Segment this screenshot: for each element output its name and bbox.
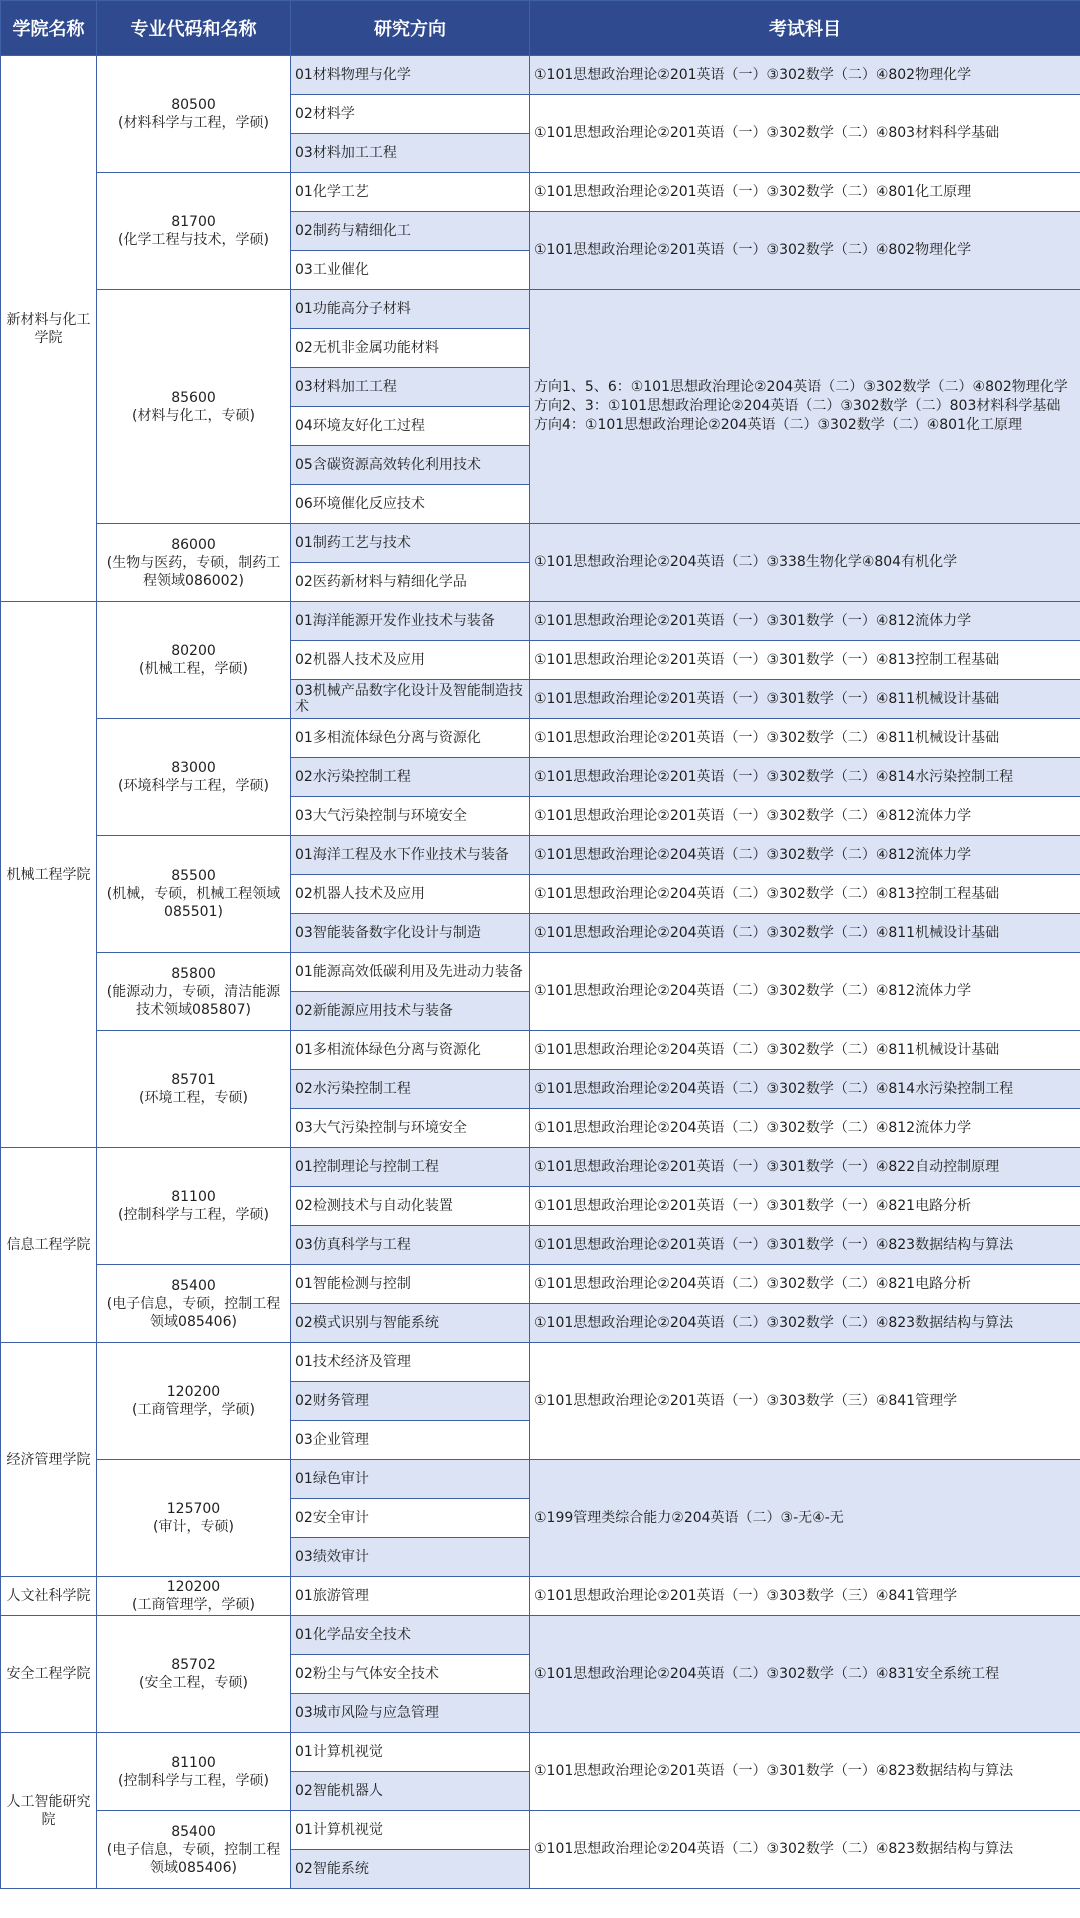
exam-text: ①101思想政治理论②204英语（二）③302数学（二）④823数据结构与算法 (534, 1314, 1014, 1331)
direction-cell: 06环境催化反应技术 (291, 485, 530, 524)
exam-cell (530, 1070, 1080, 1109)
direction-cell: 01技术经济及管理 (291, 1343, 530, 1382)
table-row (1, 1460, 1080, 1499)
exam-text: ①199管理类综合能力②204英语（二）③-无④-无 (534, 1509, 844, 1526)
direction-cell: 01海洋能源开发作业技术与装备 (291, 602, 530, 641)
table-row (1, 1577, 1080, 1616)
table-row (1, 290, 1080, 329)
exam-cell (530, 1577, 1080, 1616)
direction-cell: 01旅游管理 (291, 1577, 530, 1616)
direction-cell: 02财务管理 (291, 1382, 530, 1421)
direction-cell: 02安全审计 (291, 1499, 530, 1538)
direction-cell: 03智能装备数字化设计与制造 (291, 914, 530, 953)
school-name-cell: 人文社科学院 (1, 1577, 97, 1616)
direction-cell: 02粉尘与气体安全技术 (291, 1655, 530, 1694)
direction-cell: 02智能机器人 (291, 1772, 530, 1811)
major-desc: (控制科学与工程，学硕) (118, 1207, 269, 1223)
major-code: 120200 (166, 1579, 221, 1595)
direction-cell: 03材料加工工程 (291, 368, 530, 407)
major-desc: (机械，专硕，机械工程领域085501) (106, 886, 281, 920)
direction-cell: 01控制理论与控制工程 (291, 1148, 530, 1187)
exam-text: ①101思想政治理论②201英语（一）③301数学（一）④823数据结构与算法 (534, 1763, 1014, 1779)
exam-cell (530, 1187, 1080, 1226)
major-cell (97, 602, 291, 719)
direction-cell: 05含碳资源高效转化利用技术 (291, 446, 530, 485)
exam-cell (530, 173, 1080, 212)
header-direction: 研究方向 (291, 1, 530, 56)
major-desc: (安全工程，专硕) (139, 1675, 248, 1691)
exam-cell (530, 1811, 1080, 1889)
direction-cell: 02材料学 (291, 95, 530, 134)
table-row (1, 1811, 1080, 1850)
direction-cell: 01材料物理与化学 (291, 56, 530, 95)
direction-cell: 01制药工艺与技术 (291, 524, 530, 563)
school-name-cell: 人工智能研究院 (1, 1733, 97, 1889)
major-desc: (工商管理学，学硕) (132, 1597, 255, 1613)
exam-cell (530, 95, 1080, 173)
table-body (1, 56, 1080, 1889)
direction-cell: 01多相流体绿色分离与资源化 (291, 1031, 530, 1070)
major-desc: (能源动力，专硕，清洁能源技术领域085807) (106, 983, 281, 1018)
exam-text: 方向2、3：①101思想政治理论②204英语（二）③302数学（二）803材料科学基础 (534, 398, 1061, 414)
exam-cell (530, 1343, 1080, 1460)
major-cell (97, 1733, 291, 1811)
exam-text: ①101思想政治理论②201英语（一）③302数学（二）④812流体力学 (534, 807, 972, 824)
exam-text: ①101思想政治理论②204英语（二）③302数学（二）④831安全系统工程 (534, 1665, 1000, 1682)
direction-cell: 02无机非金属功能材料 (291, 329, 530, 368)
major-desc: (电子信息，专硕，控制工程领域085406) (106, 1295, 281, 1330)
direction-cell: 01功能高分子材料 (291, 290, 530, 329)
exam-text: ①101思想政治理论②204英语（二）③302数学（二）④814水污染控制工程 (534, 1080, 1014, 1097)
direction-cell: 01计算机视觉 (291, 1733, 530, 1772)
exam-cell (530, 56, 1080, 95)
major-cell (97, 173, 291, 290)
direction-cell: 03大气污染控制与环境安全 (291, 1109, 530, 1148)
exam-cell (530, 641, 1080, 680)
major-cell (97, 1265, 291, 1343)
exam-text: ①101思想政治理论②204英语（二）③302数学（二）④812流体力学 (534, 983, 972, 999)
table-row (1, 1148, 1080, 1187)
major-desc: (环境科学与工程，学硕) (118, 778, 269, 794)
major-code: 85600 (171, 389, 216, 406)
direction-cell: 01计算机视觉 (291, 1811, 530, 1850)
direction-cell: 04环境友好化工过程 (291, 407, 530, 446)
direction-cell: 02智能系统 (291, 1850, 530, 1889)
direction-cell: 01多相流体绿色分离与资源化 (291, 719, 530, 758)
exam-cell (530, 1109, 1080, 1148)
exam-text: ①101思想政治理论②201英语（一）③301数学（一）④813控制工程基础 (534, 651, 1000, 668)
direction-cell: 01化学品安全技术 (291, 1616, 530, 1655)
exam-text: ①101思想政治理论②204英语（二）③302数学（二）④811机械设计基础 (534, 924, 1000, 941)
exam-cell (530, 719, 1080, 758)
major-code: 81100 (171, 1754, 216, 1771)
exam-text: ①101思想政治理论②201英语（一）③301数学（一）④823数据结构与算法 (534, 1236, 1014, 1253)
exam-cell (530, 1148, 1080, 1187)
exam-text: 方向1、5、6：①101思想政治理论②204英语（二）③302数学（二）④802物理化学 (534, 379, 1068, 395)
major-cell (97, 1031, 291, 1148)
exam-text: ①101思想政治理论②204英语（二）③302数学（二）④811机械设计基础 (534, 1041, 1000, 1058)
major-code: 81100 (171, 1189, 216, 1205)
major-desc: (环境工程，专硕) (139, 1090, 248, 1106)
direction-cell: 02水污染控制工程 (291, 758, 530, 797)
exam-text: ①101思想政治理论②201英语（一）③302数学（二）④814水污染控制工程 (534, 768, 1014, 785)
school-name-cell: 信息工程学院 (1, 1148, 97, 1343)
major-desc: (工商管理学，学硕) (132, 1402, 255, 1418)
exam-cell (530, 1031, 1080, 1070)
major-desc: (材料与化工，专硕) (132, 407, 255, 424)
major-code: 86000 (171, 536, 216, 553)
major-cell (97, 1811, 291, 1889)
exam-text: ①101思想政治理论②201英语（一）③302数学（二）④811机械设计基础 (534, 729, 1000, 746)
exam-cell (530, 602, 1080, 641)
exam-text: ①101思想政治理论②201英语（一）③301数学（一）④811机械设计基础 (534, 690, 1000, 707)
direction-cell: 02新能源应用技术与装备 (291, 992, 530, 1031)
exam-cell (530, 875, 1080, 914)
major-code: 120200 (166, 1384, 221, 1400)
major-code: 85702 (171, 1657, 216, 1673)
major-code: 85400 (171, 1277, 216, 1294)
exam-cell (530, 797, 1080, 836)
direction-cell: 02机器人技术及应用 (291, 875, 530, 914)
major-code: 85400 (171, 1823, 216, 1840)
exam-cell (530, 1616, 1080, 1733)
header-major: 专业代码和名称 (97, 1, 291, 56)
major-cell (97, 1616, 291, 1733)
major-cell (97, 1148, 291, 1265)
direction-cell: 01绿色审计 (291, 1460, 530, 1499)
exam-cell (530, 1265, 1080, 1304)
exam-cell (530, 1304, 1080, 1343)
direction-cell: 01智能检测与控制 (291, 1265, 530, 1304)
exam-cell (530, 290, 1080, 524)
exam-text: ①101思想政治理论②204英语（二）③338生物化学④804有机化学 (534, 554, 958, 570)
major-desc: (电子信息，专硕，控制工程领域085406) (106, 1841, 281, 1876)
header-row (1, 1, 1080, 56)
major-code: 80200 (171, 643, 216, 659)
major-code: 83000 (171, 760, 216, 776)
exam-text: ①101思想政治理论②204英语（二）③302数学（二）④812流体力学 (534, 846, 972, 863)
exam-cell (530, 953, 1080, 1031)
major-desc: (化学工程与技术，学硕) (118, 232, 269, 248)
major-cell (97, 1460, 291, 1577)
major-desc: (机械工程，学硕) (139, 661, 248, 677)
direction-cell: 01海洋工程及水下作业技术与装备 (291, 836, 530, 875)
major-cell (97, 953, 291, 1031)
table-row (1, 1616, 1080, 1655)
table-row (1, 1343, 1080, 1382)
exam-cell (530, 914, 1080, 953)
exam-text: ①101思想政治理论②201英语（一）③302数学（二）④802物理化学 (534, 66, 972, 83)
exam-cell (530, 524, 1080, 602)
school-name-cell: 经济管理学院 (1, 1343, 97, 1577)
exam-text: ①101思想政治理论②204英语（二）③302数学（二）④821电路分析 (534, 1275, 972, 1292)
exam-cell (530, 680, 1080, 719)
major-cell (97, 290, 291, 524)
direction-cell: 03材料加工工程 (291, 134, 530, 173)
table-row (1, 524, 1080, 563)
exam-text: ①101思想政治理论②201英语（一）③301数学（一）④822自动控制原理 (534, 1158, 1000, 1175)
direction-cell: 03仿真科学与工程 (291, 1226, 530, 1265)
major-cell (97, 56, 291, 173)
school-name-cell: 机械工程学院 (1, 602, 97, 1148)
school-name-cell: 安全工程学院 (1, 1616, 97, 1733)
exam-cell (530, 1226, 1080, 1265)
direction-cell: 02制药与精细化工 (291, 212, 530, 251)
direction-cell: 03工业催化 (291, 251, 530, 290)
exam-cell (530, 212, 1080, 290)
direction-cell: 02模式识别与智能系统 (291, 1304, 530, 1343)
major-code: 85500 (171, 868, 216, 884)
major-code: 85701 (171, 1072, 216, 1088)
direction-cell: 02水污染控制工程 (291, 1070, 530, 1109)
table-row (1, 1265, 1080, 1304)
major-code: 80500 (171, 97, 216, 113)
major-code: 85800 (171, 965, 216, 982)
header-school: 学院名称 (1, 1, 97, 56)
table-row (1, 836, 1080, 875)
major-cell (97, 524, 291, 602)
exam-text: ①101思想政治理论②201英语（一）③303数学（三）④841管理学 (534, 1392, 958, 1409)
exam-text: ①101思想政治理论②201英语（一）③303数学（三）④841管理学 (534, 1587, 958, 1604)
major-desc: (审计，专硕) (153, 1519, 234, 1535)
direction-cell: 02机器人技术及应用 (291, 641, 530, 680)
direction-cell: 02医药新材料与精细化学品 (291, 563, 530, 602)
table-row (1, 719, 1080, 758)
exam-cell (530, 758, 1080, 797)
exam-cell (530, 1460, 1080, 1577)
table-row (1, 953, 1080, 992)
direction-cell: 03企业管理 (291, 1421, 530, 1460)
table-row (1, 56, 1080, 95)
exam-text: ①101思想政治理论②201英语（一）③302数学（二）④802物理化学 (534, 242, 972, 258)
direction-cell: 03绩效审计 (291, 1538, 530, 1577)
major-cell (97, 836, 291, 953)
direction-cell: 01化学工艺 (291, 173, 530, 212)
major-code: 125700 (166, 1501, 221, 1517)
exam-text: ①101思想政治理论②201英语（一）③301数学（一）④812流体力学 (534, 612, 972, 629)
major-code: 81700 (171, 214, 216, 230)
direction-cell: 03城市风险与应急管理 (291, 1694, 530, 1733)
school-name-cell: 新材料与化工学院 (1, 56, 97, 602)
direction-cell: 02检测技术与自动化装置 (291, 1187, 530, 1226)
exam-text: 方向4：①101思想政治理论②204英语（二）③302数学（二）④801化工原理 (534, 417, 1022, 433)
direction-cell: 01能源高效低碳利用及先进动力装备 (291, 953, 530, 992)
exam-text: ①101思想政治理论②204英语（二）③302数学（二）④813控制工程基础 (534, 885, 1000, 902)
exam-cell (530, 836, 1080, 875)
direction-cell: 03大气污染控制与环境安全 (291, 797, 530, 836)
major-cell (97, 1577, 291, 1616)
major-cell (97, 719, 291, 836)
table-row (1, 1031, 1080, 1070)
exam-text: ①101思想政治理论②204英语（二）③302数学（二）④812流体力学 (534, 1119, 972, 1136)
major-desc: (控制科学与工程，学硕) (118, 1772, 269, 1789)
major-desc: (材料科学与工程，学硕) (118, 115, 269, 131)
direction-cell: 03机械产品数字化设计及智能制造技术 (291, 680, 530, 719)
major-desc: (生物与医药，专硕，制药工程领域086002) (106, 554, 281, 589)
exam-text: ①101思想政治理论②201英语（一）③302数学（二）④801化工原理 (534, 183, 972, 200)
table-row (1, 173, 1080, 212)
exam-text: ①101思想政治理论②204英语（二）③302数学（二）④823数据结构与算法 (534, 1841, 1014, 1857)
exam-text: ①101思想政治理论②201英语（一）③301数学（一）④821电路分析 (534, 1197, 972, 1214)
exam-cell (530, 1733, 1080, 1811)
header-exam: 考试科目 (530, 1, 1080, 56)
table-row (1, 602, 1080, 641)
major-cell (97, 1343, 291, 1460)
exam-text: ①101思想政治理论②201英语（一）③302数学（二）④803材料科学基础 (534, 125, 1000, 141)
table-row (1, 1733, 1080, 1772)
